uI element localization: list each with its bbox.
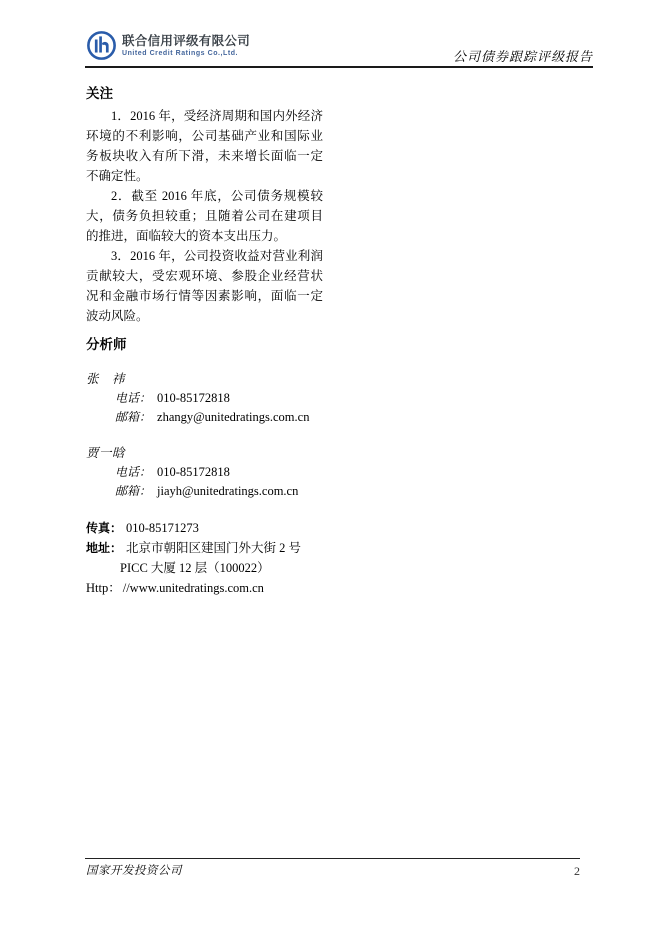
fax-label: 传真： — [86, 521, 123, 535]
phone-value: 010-85172818 — [157, 465, 230, 479]
analyst-email-line — [86, 408, 323, 427]
phone-label: 电话： — [115, 391, 152, 405]
analyst-block-2 — [86, 444, 323, 501]
analyst-name: 张 祎 — [86, 372, 126, 386]
website-value: //www.unitedratings.com.cn — [122, 581, 264, 595]
concern-item-2: 2．截至 2016 年底，公司债务规模较大，债务负担较重；且随着公司在建项目的推进，面临较大的资本支出压力。 — [86, 189, 323, 243]
analyst-phone-line — [86, 389, 323, 408]
concern-item-3: 3．2016 年，公司投资收益对营业利润贡献较大，受宏观环境、参股企业经营状况和金融市场行情等因素影响，面临一定波动风险。 — [86, 249, 323, 323]
logo-company-name-cn: 联合信用评级有限公司 — [122, 33, 251, 48]
footer-divider — [85, 858, 580, 859]
analysts-heading: 分析师 — [86, 337, 127, 352]
report-type-title: 公司债券跟踪评级报告 — [452, 49, 593, 64]
united-credit-ratings-logo-icon — [86, 30, 117, 61]
phone-label: 电话： — [115, 465, 152, 479]
address-line-1 — [86, 538, 323, 558]
email-value: jiayh@unitedratings.com.cn — [157, 484, 299, 498]
address-label: 地址： — [86, 541, 123, 555]
fax-line — [86, 518, 323, 538]
address-value-1: 北京市朝阳区建国门外大街 2 号 — [126, 541, 302, 555]
address-line-2: PICC 大厦 12 层（100022） — [120, 561, 270, 575]
concerns-heading: 关注 — [86, 86, 113, 101]
analyst-name: 贾一晗 — [86, 446, 126, 460]
concerns-section — [86, 86, 323, 326]
phone-value: 010-85172818 — [157, 391, 230, 405]
website-line — [86, 578, 323, 598]
content-column — [86, 86, 323, 598]
analyst-phone-line — [86, 463, 323, 482]
email-label: 邮箱： — [115, 484, 152, 498]
company-contact-section — [86, 518, 323, 598]
fax-value: 010-85171273 — [126, 521, 199, 535]
footer-company-name: 国家开发投资公司 — [86, 865, 182, 877]
logo-text-block — [122, 34, 250, 58]
page-footer — [86, 864, 580, 879]
email-label: 邮箱： — [115, 410, 152, 424]
analyst-email-line — [86, 482, 323, 501]
logo-company-name-en: United Credit Ratings Co.,Ltd. — [122, 49, 239, 57]
page-number: 2 — [574, 864, 580, 878]
email-value: zhangy@unitedratings.com.cn — [157, 410, 310, 424]
analyst-block-1 — [86, 370, 323, 427]
header-divider — [85, 66, 593, 68]
website-label: Http： — [86, 581, 121, 595]
concern-item-1: 1．2016 年，受经济周期和国内外经济环境的不利影响，公司基础产业和国际业务板块收入有所下滑，未来增长面临一定不确定性。 — [86, 109, 323, 183]
company-logo — [86, 30, 250, 61]
